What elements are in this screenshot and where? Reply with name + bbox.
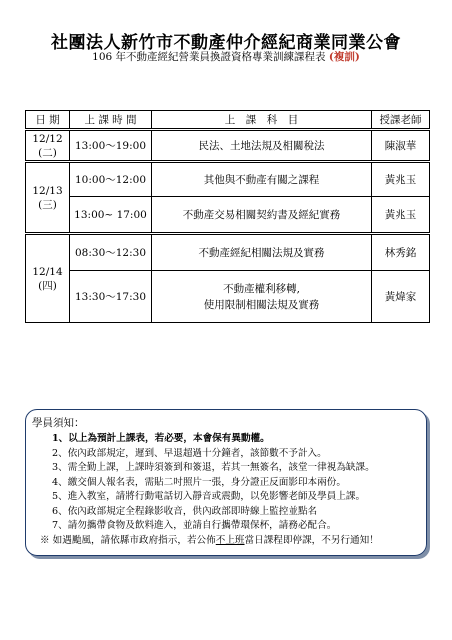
date-value: 12/13 (32, 184, 63, 197)
course-cell: 不動產經紀相關法規及實務 (152, 234, 372, 271)
notice-heading: 學員須知： (32, 417, 85, 429)
header-time: 上 課 時 間 (70, 111, 152, 130)
table-row (26, 234, 430, 271)
weekday-value: (四) (38, 279, 57, 292)
table-row (26, 130, 430, 162)
notice-footnote (40, 534, 424, 549)
header-date: 日 期 (26, 111, 70, 130)
page-subtitle (0, 49, 452, 64)
notice-item: 4、繳交個人報名表，需貼二吋照片一張，身分證正反面影印本兩份。 (52, 476, 346, 488)
table-row (26, 271, 430, 323)
notice-list (40, 432, 424, 548)
course-line: 不動產權利移轉, (223, 282, 300, 295)
header-teacher: 授課老師 (372, 111, 430, 130)
teacher-cell: 陳淑華 (372, 130, 430, 162)
time-cell: 13:00~ 17:00 (70, 197, 152, 234)
time-cell: 13:30～17:30 (70, 271, 152, 323)
teacher-cell: 林秀銘 (372, 234, 430, 271)
footnote-underlined: 不上班 (215, 534, 245, 546)
notice-item: 3、需全勤上課，上課時須簽到和簽退，若其一無簽名，該堂一律視為缺課。 (52, 462, 375, 473)
table-row (26, 197, 430, 234)
notice-item: 6、依內政部規定全程錄影收音，供內政部即時線上監控並點名 (52, 505, 318, 517)
date-value: 12/14 (32, 265, 63, 278)
notice-item: 2、依內政部規定，遲到、早退超過十分鐘者，該節數不予計入。 (52, 447, 327, 459)
footnote-text: ※ 如遇颱風，請依縣市政府指示，若公佈 (40, 534, 216, 546)
header-course: 上 課 科 目 (152, 111, 372, 130)
table-row (26, 162, 430, 197)
subtitle-text: 106 年不動產經紀營業員換證資格專業訓練課程表 (92, 51, 326, 63)
course-line: 使用限制相關法規及實務 (203, 298, 320, 311)
footnote-text: 當日課程即停課，不另行通知！ (244, 534, 379, 546)
notice-item: 1、以上為預計上課表，若必要，本會保有異動權。 (52, 433, 270, 444)
notice-box (25, 409, 427, 556)
date-cell (26, 234, 70, 323)
course-cell: 其他與不動產有關之課程 (152, 162, 372, 197)
teacher-cell: 黃兆玉 (372, 197, 430, 234)
course-cell: 不動產交易相關契約書及經紀實務 (152, 197, 372, 234)
weekday-value: (三) (38, 198, 57, 211)
teacher-cell: 黃兆玉 (372, 162, 430, 197)
notice-item: 7、請勿攜帶食物及飲料進入，並請自行攜帶環保杯，請務必配合。 (52, 520, 337, 531)
date-cell (26, 162, 70, 234)
page-title: 社團法人新竹市不動產仲介經紀商業同業公會 (51, 33, 401, 53)
time-cell: 10:00～12:00 (70, 162, 152, 197)
notice-item: 5、進入教室，請將行動電話切入靜音或震動，以免影響老師及學員上課。 (52, 491, 366, 502)
schedule-table (25, 110, 430, 323)
time-cell: 13:00～19:00 (70, 130, 152, 162)
date-cell (26, 130, 70, 162)
table-header-row (26, 111, 430, 130)
time-cell: 08:30～12:30 (70, 234, 152, 271)
course-cell: 民法、土地法規及相關稅法 (152, 130, 372, 162)
course-cell (152, 271, 372, 323)
subtitle-tag: (複訓) (328, 51, 360, 63)
teacher-cell: 黃煒家 (372, 271, 430, 323)
date-value: 12/12 (32, 132, 63, 145)
weekday-value: (二) (38, 146, 57, 159)
